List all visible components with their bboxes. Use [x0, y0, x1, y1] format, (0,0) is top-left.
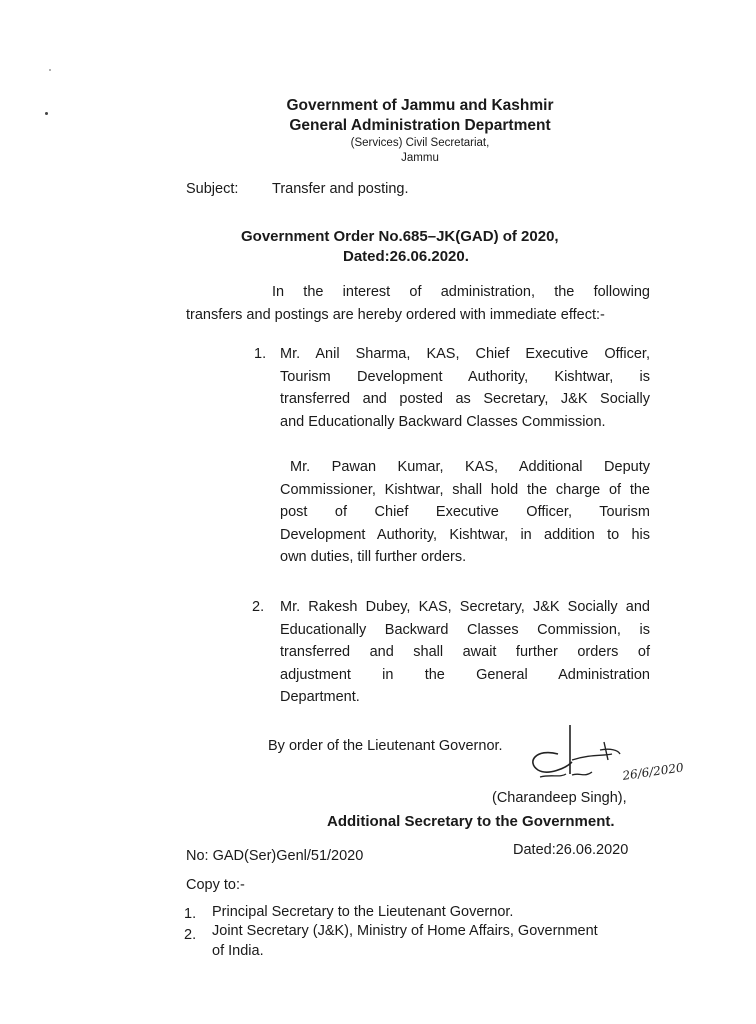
copy-item-text: of India. — [212, 943, 264, 959]
by-order-line: By order of the Lieutenant Governor. — [268, 738, 503, 754]
signatory-designation: Additional Secretary to the Government. — [327, 813, 615, 830]
item-line: transferred and posted as Secretary, J&K Socially — [280, 391, 650, 407]
item-line: own duties, till further orders. — [280, 549, 467, 565]
signatory-name: (Charandeep Singh), — [492, 790, 627, 806]
item-line: adjustment in the General Administration — [280, 666, 650, 683]
item-1-paragraph — [280, 343, 650, 433]
signature-date: 26/6/2020 — [621, 760, 685, 783]
office-city: Jammu — [401, 152, 439, 164]
item-number: 1. — [254, 346, 267, 362]
government-title: Government of Jammu and Kashmir — [286, 97, 554, 114]
item-line: Mr. Rakesh Dubey, KAS, Secretary, J&K Socially and — [280, 599, 650, 615]
subject-text: Transfer and posting. — [272, 181, 409, 197]
copy-item-text: Joint Secretary (J&K), Ministry of Home Affairs, Government — [212, 923, 598, 939]
item-number: 2. — [252, 599, 265, 615]
item-line: Department. — [280, 689, 360, 705]
item-line: transferred and shall await further orders of — [280, 644, 650, 660]
item-1-charge-paragraph — [280, 456, 650, 569]
order-title: Government Order No.685–JK(GAD) of 2020, — [241, 228, 559, 245]
item-line: Commissioner, Kishtwar, shall hold the charge of the — [280, 481, 650, 498]
scan-speck — [49, 69, 51, 71]
reference-number: No: GAD(Ser)Genl/51/2020 — [186, 848, 364, 864]
department-title: General Administration Department — [289, 117, 551, 134]
item-line: Tourism Development Authority, Kishtwar, is — [280, 368, 650, 385]
item-line: and Educationally Backward Classes Commission. — [280, 413, 606, 430]
letterhead — [230, 96, 610, 166]
copy-item-number: 2. — [184, 927, 197, 943]
subject-label: Subject: — [186, 181, 239, 197]
item-line: Development Authority, Kishtwar, in addition to his — [280, 526, 650, 543]
copy-to-label: Copy to:- — [186, 877, 245, 893]
intro-line: transfers and postings are hereby ordered with immediate effect:- — [186, 306, 605, 323]
reference-date: Dated:26.06.2020 — [513, 842, 629, 858]
item-line: post of Chief Executive Officer, Tourism — [280, 504, 650, 520]
copy-item-text: Principal Secretary to the Lieutenant Governor. — [212, 904, 514, 920]
item-2-paragraph — [280, 596, 650, 709]
item-line: Mr. Anil Sharma, KAS, Chief Executive Officer, — [280, 346, 650, 362]
scan-speck — [45, 112, 48, 115]
order-date: Dated:26.06.2020. — [343, 248, 469, 265]
item-line: Mr. Pawan Kumar, KAS, Additional Deputy — [290, 459, 650, 475]
copy-item-number: 1. — [184, 906, 197, 922]
intro-paragraph — [186, 281, 650, 326]
office-name: (Services) Civil Secretariat, — [350, 137, 490, 149]
item-line: Educationally Backward Classes Commission, is — [280, 621, 650, 638]
intro-line: In the interest of administration, the following — [272, 284, 650, 300]
